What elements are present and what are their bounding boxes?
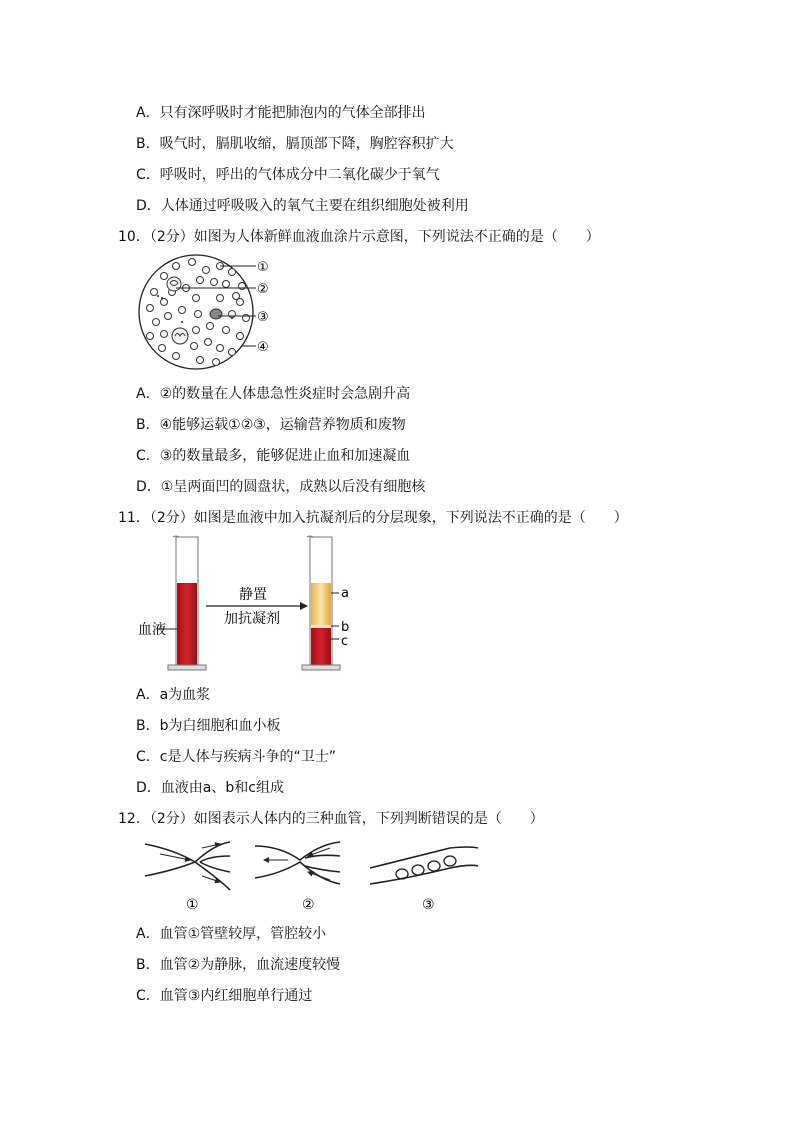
blood-smear-figure	[136, 252, 286, 372]
q12-stem: 12．（2分）如图表示人体内的三种血管，下列判断错误的是（ ）	[118, 811, 544, 827]
blood-vessels-figure	[140, 836, 490, 916]
layer-label-b: b	[341, 620, 350, 635]
smear-label-4: ④	[257, 340, 269, 355]
q11-option-d: D．血液由a、b和c组成	[136, 780, 284, 796]
arrow-label-anticoagulant: 加抗凝剂	[224, 611, 280, 627]
vessel-2	[255, 842, 340, 884]
vessel-label-1: ①	[186, 897, 199, 913]
q11-option-c: C．c是人体与疾病斗争的“卫士”	[136, 749, 336, 765]
stained-cell	[210, 309, 222, 319]
cylinder-after	[302, 536, 340, 670]
label-blood: 血液	[138, 622, 166, 638]
q9-option-a: A．只有深呼吸时才能把肺泡内的气体全部排出	[136, 105, 426, 121]
q10-option-b: B．④能够运载①②③，运输营养物质和废物	[136, 417, 406, 433]
q9-option-c: C．呼吸时，呼出的气体成分中二氧化碳少于氧气	[136, 167, 440, 183]
smear-label-1: ①	[257, 260, 269, 275]
q12-option-a: A．血管①管壁较厚，管腔较小	[136, 926, 327, 942]
blood-layering-figure	[136, 535, 376, 680]
q10-option-a: A．②的数量在人体患急性炎症时会急剧升高	[136, 386, 411, 402]
vessel-label-3: ③	[422, 897, 435, 913]
q12-option-c: C．血管③内红细胞单行通过	[136, 988, 313, 1004]
layer-label-a: a	[341, 586, 349, 601]
q11-stem: 11．（2分）如图是血液中加入抗凝剂后的分层现象，下列说法不正确的是（ ）	[118, 510, 628, 526]
arrow-label-settle: 静置	[239, 587, 267, 603]
q12-option-b: B．血管②为静脉，血流速度较慢	[136, 957, 341, 973]
q10-stem: 10．（2分）如图为人体新鲜血液血涂片示意图，下列说法不正确的是（ ）	[118, 229, 600, 245]
vessel-3	[370, 847, 478, 884]
vessel-1	[145, 842, 230, 890]
smear-label-3: ③	[257, 310, 269, 325]
cylinder-before	[168, 536, 206, 670]
smear-label-2: ②	[257, 282, 269, 297]
q9-option-d: D．人体通过呼吸吸入的氧气主要在组织细胞处被利用	[136, 198, 469, 214]
q11-option-b: B．b为白细胞和血小板	[136, 718, 281, 734]
q10-option-c: C．③的数量最多，能够促进止血和加速凝血	[136, 448, 411, 464]
q11-option-a: A．a为血浆	[136, 687, 211, 703]
layer-label-c: c	[341, 634, 349, 649]
q9-option-b: B．吸气时，膈肌收缩，膈顶部下降，胸腔容积扩大	[136, 136, 454, 152]
q10-option-d: D．①呈两面凹的圆盘状，成熟以后没有细胞核	[136, 479, 426, 495]
vessel-label-2: ②	[302, 897, 315, 913]
